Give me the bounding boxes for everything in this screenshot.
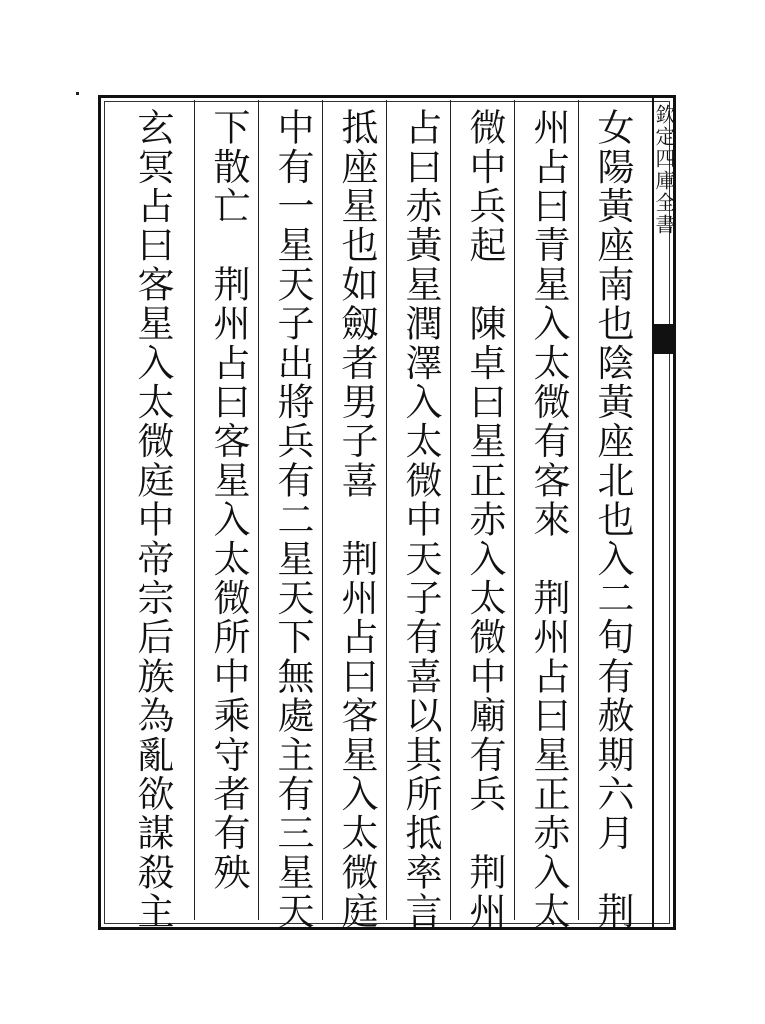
column-rule xyxy=(258,100,259,920)
text-column-1: 女陽黃座南也陰黃座北也入二旬有赦期六月 荆 xyxy=(591,108,634,932)
text-column-6: 中有一星天子出將兵有二星天下無處主有三星天 xyxy=(271,108,314,932)
column-rule xyxy=(386,100,387,920)
text-column-3: 微中兵起 陳卓曰星正赤入太微中廟有兵 荆州 xyxy=(463,108,506,932)
column-rule xyxy=(578,100,579,920)
ink-dot xyxy=(76,92,79,95)
column-rule xyxy=(450,100,451,920)
column-rule xyxy=(514,100,515,920)
text-column-2: 州占曰青星入太微有客來 荆州占曰星正赤入太 xyxy=(527,108,570,932)
text-column-4: 占曰赤黃星潤澤入太微中天子有喜以其所抵率言 xyxy=(399,108,442,932)
margin-title: 欽定四庫全書 xyxy=(652,104,676,236)
text-column-8: 玄冥占曰客星入太微庭中帝宗后族為亂欲謀殺主 xyxy=(131,108,174,932)
column-rule xyxy=(194,100,195,920)
text-column-7: 下散亡 荆州占曰客星入太微所中乘守者有殃 xyxy=(207,108,250,892)
column-rule xyxy=(322,100,323,920)
text-column-5: 抵座星也如劔者男子喜 荆州占曰客星入太微庭 xyxy=(335,108,378,932)
fish-tail-mark xyxy=(652,324,676,354)
